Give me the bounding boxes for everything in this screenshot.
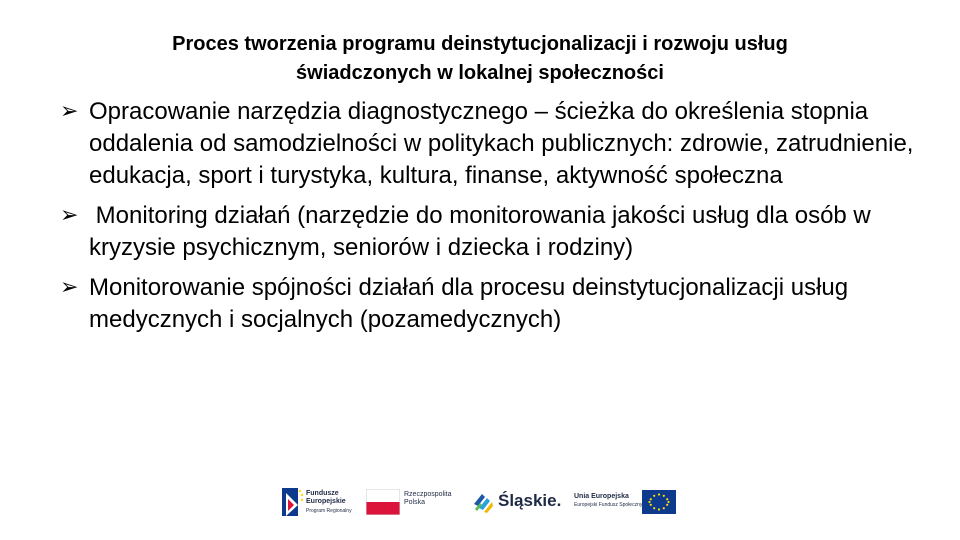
rp-text-2: Polska [404,499,426,506]
bullet-item [60,200,920,264]
title-line-1: Proces tworzenia programu deinstytucjonalizacji i rozwoju usług [172,33,788,55]
unia-europejska-logo [570,485,680,519]
fundusze-text-2: Europejskie [306,498,346,505]
eu-flag-icon [642,490,676,514]
bullet-item [60,96,920,192]
ue-text-2: Europejski Fundusz Społeczny [574,502,643,508]
bullet-text: Monitorowanie spójności działań dla procesu deinstytucjonalizacji usług medycznych i socjalnych (pozamedycznych) [89,274,849,333]
rzeczpospolita-polska-logo [366,485,452,519]
bullet-text: Monitoring działań (narzędzie do monitorowania jakości usług dla osób w kryzysie psychicznym, seniorów i dziecka i rodziny) [89,202,878,261]
footer-logos [280,485,680,519]
bullet-list [60,96,920,344]
title-line-2: świadczonych w lokalnej społeczności [296,62,664,84]
rp-text-1: Rzeczpospolita [404,491,452,498]
bullet-text: Opracowanie narzędzia diagnostycznego – ścieżka do określenia stopnia oddalenia od samodzielności w politykach publicznych: zdrowie, zatrudnienie, edukacja, sport i turystyka, kultura, finanse, aktywność społeczna [89,98,914,189]
polish-flag-icon [366,489,400,515]
arrow-bullet-icon: ➢ [60,203,79,228]
ue-text-1: Unia Europejska [574,493,629,500]
slaskie-text: Śląskie. [498,491,562,510]
fundusze-text-1: Fundusze [306,490,339,497]
slaskie-emblem-icon [472,490,494,514]
fundusze-text-3: Program Regionalny [306,508,352,514]
fundusze-europejskie-icon [280,485,304,519]
arrow-bullet-icon: ➢ [60,275,79,300]
slaskie-logo [472,485,562,519]
slide-title [60,30,900,88]
arrow-bullet-icon: ➢ [60,99,79,124]
fundusze-europejskie-logo [280,485,358,519]
bullet-item [60,272,920,336]
